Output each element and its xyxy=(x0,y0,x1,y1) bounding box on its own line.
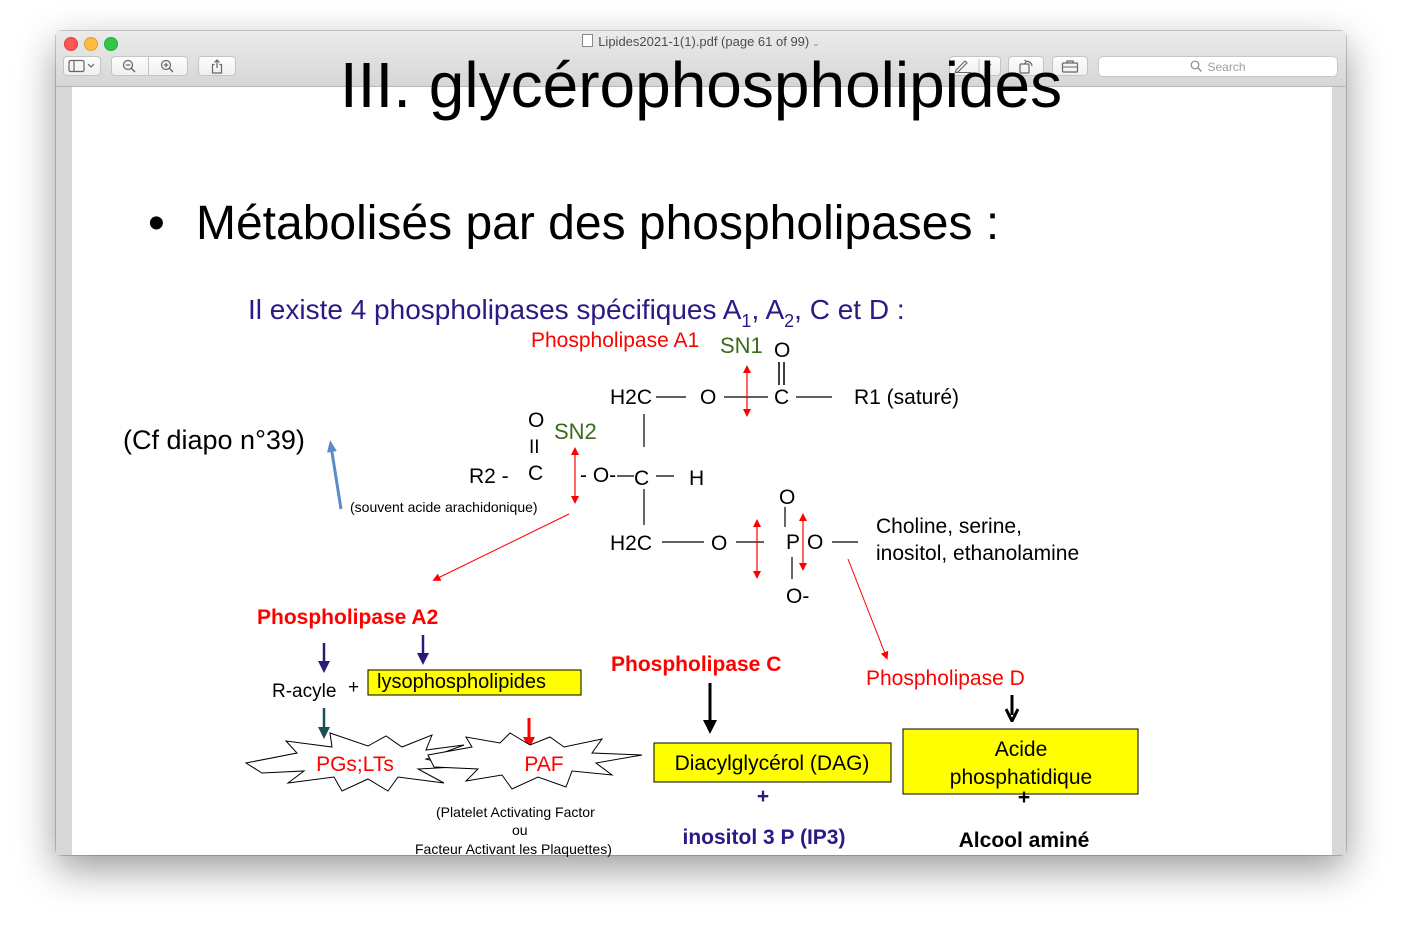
center-c: C xyxy=(634,467,650,490)
phospholipase-a1-label: Phospholipase A1 xyxy=(531,329,700,352)
head-groups-line-2: inositol, ethanolamine xyxy=(876,542,1080,565)
bullet-dot: • xyxy=(148,197,165,250)
ester-c-top: C xyxy=(774,386,790,409)
zoom-in-icon xyxy=(160,59,176,73)
paf-label: PAF xyxy=(524,753,564,776)
plus-c: + xyxy=(756,785,770,808)
ether-o-link: - O- xyxy=(580,464,617,487)
h2c-bottom: H2C xyxy=(610,532,653,555)
sn1-label: SN1 xyxy=(720,333,763,358)
search-field[interactable] xyxy=(1098,56,1338,77)
ester-o-bottom: O xyxy=(711,532,728,555)
search-placeholder: Search xyxy=(1207,59,1246,74)
phospholipase-c-label: Phospholipase C xyxy=(611,653,782,676)
chevron-down-icon[interactable]: ⌄ xyxy=(812,38,820,48)
r-acyle-label: R-acyle xyxy=(272,681,337,702)
h2c-top: H2C xyxy=(610,386,653,409)
ester-o-top: O xyxy=(700,386,717,409)
zoom-out-button[interactable] xyxy=(111,56,149,76)
zoom-out-icon xyxy=(122,59,138,73)
bullet-text: Métabolisés par des phospholipases : xyxy=(196,197,1000,250)
ester-c-left: C xyxy=(528,462,544,485)
head-groups-line-1: Choline, serine, xyxy=(876,515,1022,538)
pdf-document-icon xyxy=(582,34,593,47)
ip3-label: inositol 3 P (IP3) xyxy=(682,826,846,849)
slide-heading: III. glycérophospholipides xyxy=(339,49,1063,121)
acide-line-2: phosphatidique xyxy=(949,766,1093,789)
r2-label: R2 - xyxy=(469,465,509,488)
reference-arrow xyxy=(331,446,341,509)
intro-line: Il existe 4 phospholipases spécifiques $A_1$, $A_2$, C et D : xyxy=(248,294,905,331)
phosphate-o-right: O xyxy=(807,531,824,554)
window-title: Lipides2021-1(1).pdf (page 61 of 99) ⌄ xyxy=(56,34,1346,49)
arrow-to-pld xyxy=(848,559,886,656)
cf-diapo-label: (Cf diapo n°39) xyxy=(123,425,305,455)
toolbox-icon xyxy=(1061,59,1079,73)
center-h: H xyxy=(689,467,705,490)
paf-line-1: (Platelet Activating Factor xyxy=(436,804,595,820)
paf-ou: ou xyxy=(512,822,528,838)
share-button[interactable] xyxy=(198,56,236,76)
dag-label: Diacylglycérol (DAG) xyxy=(674,752,870,775)
lysophospholipides-label: lysophospholipides xyxy=(377,671,547,693)
arrow-to-pla2 xyxy=(436,514,569,579)
sn2-label: SN2 xyxy=(554,419,597,444)
phosphate-o-top: O xyxy=(779,486,796,509)
plus-d: + xyxy=(1017,786,1031,809)
sidebar-icon xyxy=(67,59,97,73)
plus-a2: + xyxy=(348,677,360,698)
double-bond-left: II xyxy=(529,437,540,458)
alcool-amine-label: Alcool aminé xyxy=(958,829,1090,852)
preview-window xyxy=(56,31,1346,855)
arachidonic-note: (souvent acide arachidonique) xyxy=(350,499,538,515)
share-icon xyxy=(210,59,224,74)
phospholipase-d-label: Phospholipase D xyxy=(866,667,1025,690)
search-icon xyxy=(1190,60,1203,73)
r1-label: R1 (saturé) xyxy=(854,386,960,409)
phospholipase-a2-label: Phospholipase A2 xyxy=(257,606,439,629)
acide-line-1: Acide xyxy=(994,738,1048,761)
pgs-lts-label: PGs;LTs xyxy=(316,753,394,776)
sidebar-toggle-button[interactable] xyxy=(63,56,101,76)
phosphate-o-minus: O- xyxy=(786,585,810,608)
carbonyl-o-left: O xyxy=(528,409,545,432)
phosphorus-p: P xyxy=(786,531,801,554)
paf-line-2: Facteur Activant les Plaquettes) xyxy=(415,841,612,857)
zoom-in-button[interactable] xyxy=(148,56,188,76)
carbonyl-o-top: O xyxy=(774,339,791,362)
